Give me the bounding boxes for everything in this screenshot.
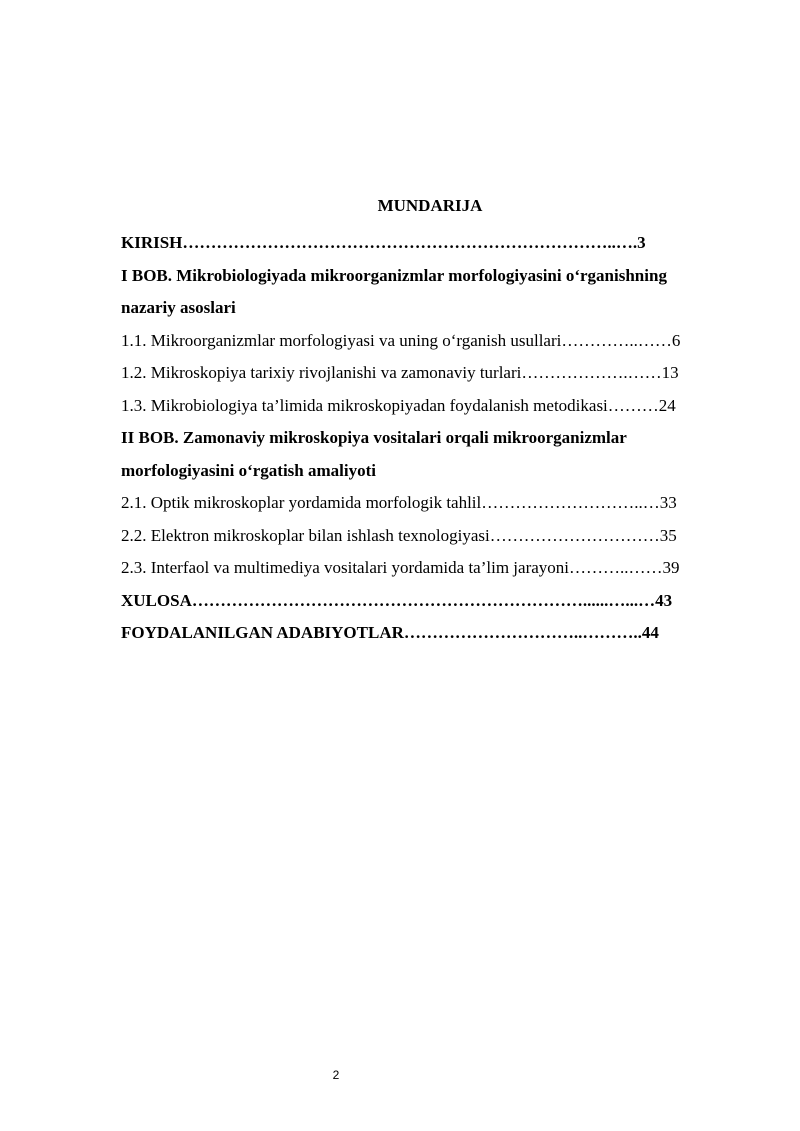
toc-entry-section-2-3: 2.3. Interfaol va multimediya vositalari yordamida ta’lim jarayoni………..……39 bbox=[121, 558, 680, 577]
toc-entry-section-2-1: 2.1. Optik mikroskoplar yordamida morfologik tahlil………………………..…33 bbox=[121, 493, 677, 512]
toc-entry-section-1-2: 1.2. Mikroskopiya tarixiy rivojlanishi va zamonaviy turlari……………….……13 bbox=[121, 363, 679, 382]
toc-entry-chapter-1-line-1: I BOB. Mikrobiologiyada mikroorganizmlar morfologiyasini o‘rganishning bbox=[121, 265, 667, 285]
toc-title: MUNDARIJA bbox=[377, 196, 483, 215]
toc-entry-section-1-1: 1.1. Mikroorganizmlar morfologiyasi va uning o‘rganish usullari…………..……6 bbox=[121, 330, 681, 350]
toc-entry-kirish: KIRISH…………………………………………………………………..….3 bbox=[121, 233, 646, 252]
page-number: 2 bbox=[332, 1068, 340, 1082]
table-of-contents bbox=[121, 227, 741, 650]
toc-entry-chapter-2-line-1: II BOB. Zamonaviy mikroskopiya vositalari orqali mikroorganizmlar bbox=[121, 428, 627, 447]
toc-entry-xulosa: XULOSA……………………………………………………………......…...…43 bbox=[121, 590, 673, 610]
toc-entry-chapter-1-line-2: nazariy asoslari bbox=[121, 298, 236, 317]
toc-entry-section-1-3: 1.3. Mikrobiologiya ta’limida mikroskopiyadan foydalanish metodikasi………24 bbox=[121, 395, 676, 415]
toc-entry-chapter-2-line-2: morfologiyasini o‘rgatish amaliyoti bbox=[121, 460, 376, 480]
toc-entry-section-2-2: 2.2. Elektron mikroskoplar bilan ishlash texnologiyasi…………………………35 bbox=[121, 525, 677, 545]
toc-entry-references: FOYDALANILGAN ADABIYOTLAR…………………………..………..44 bbox=[121, 623, 659, 642]
